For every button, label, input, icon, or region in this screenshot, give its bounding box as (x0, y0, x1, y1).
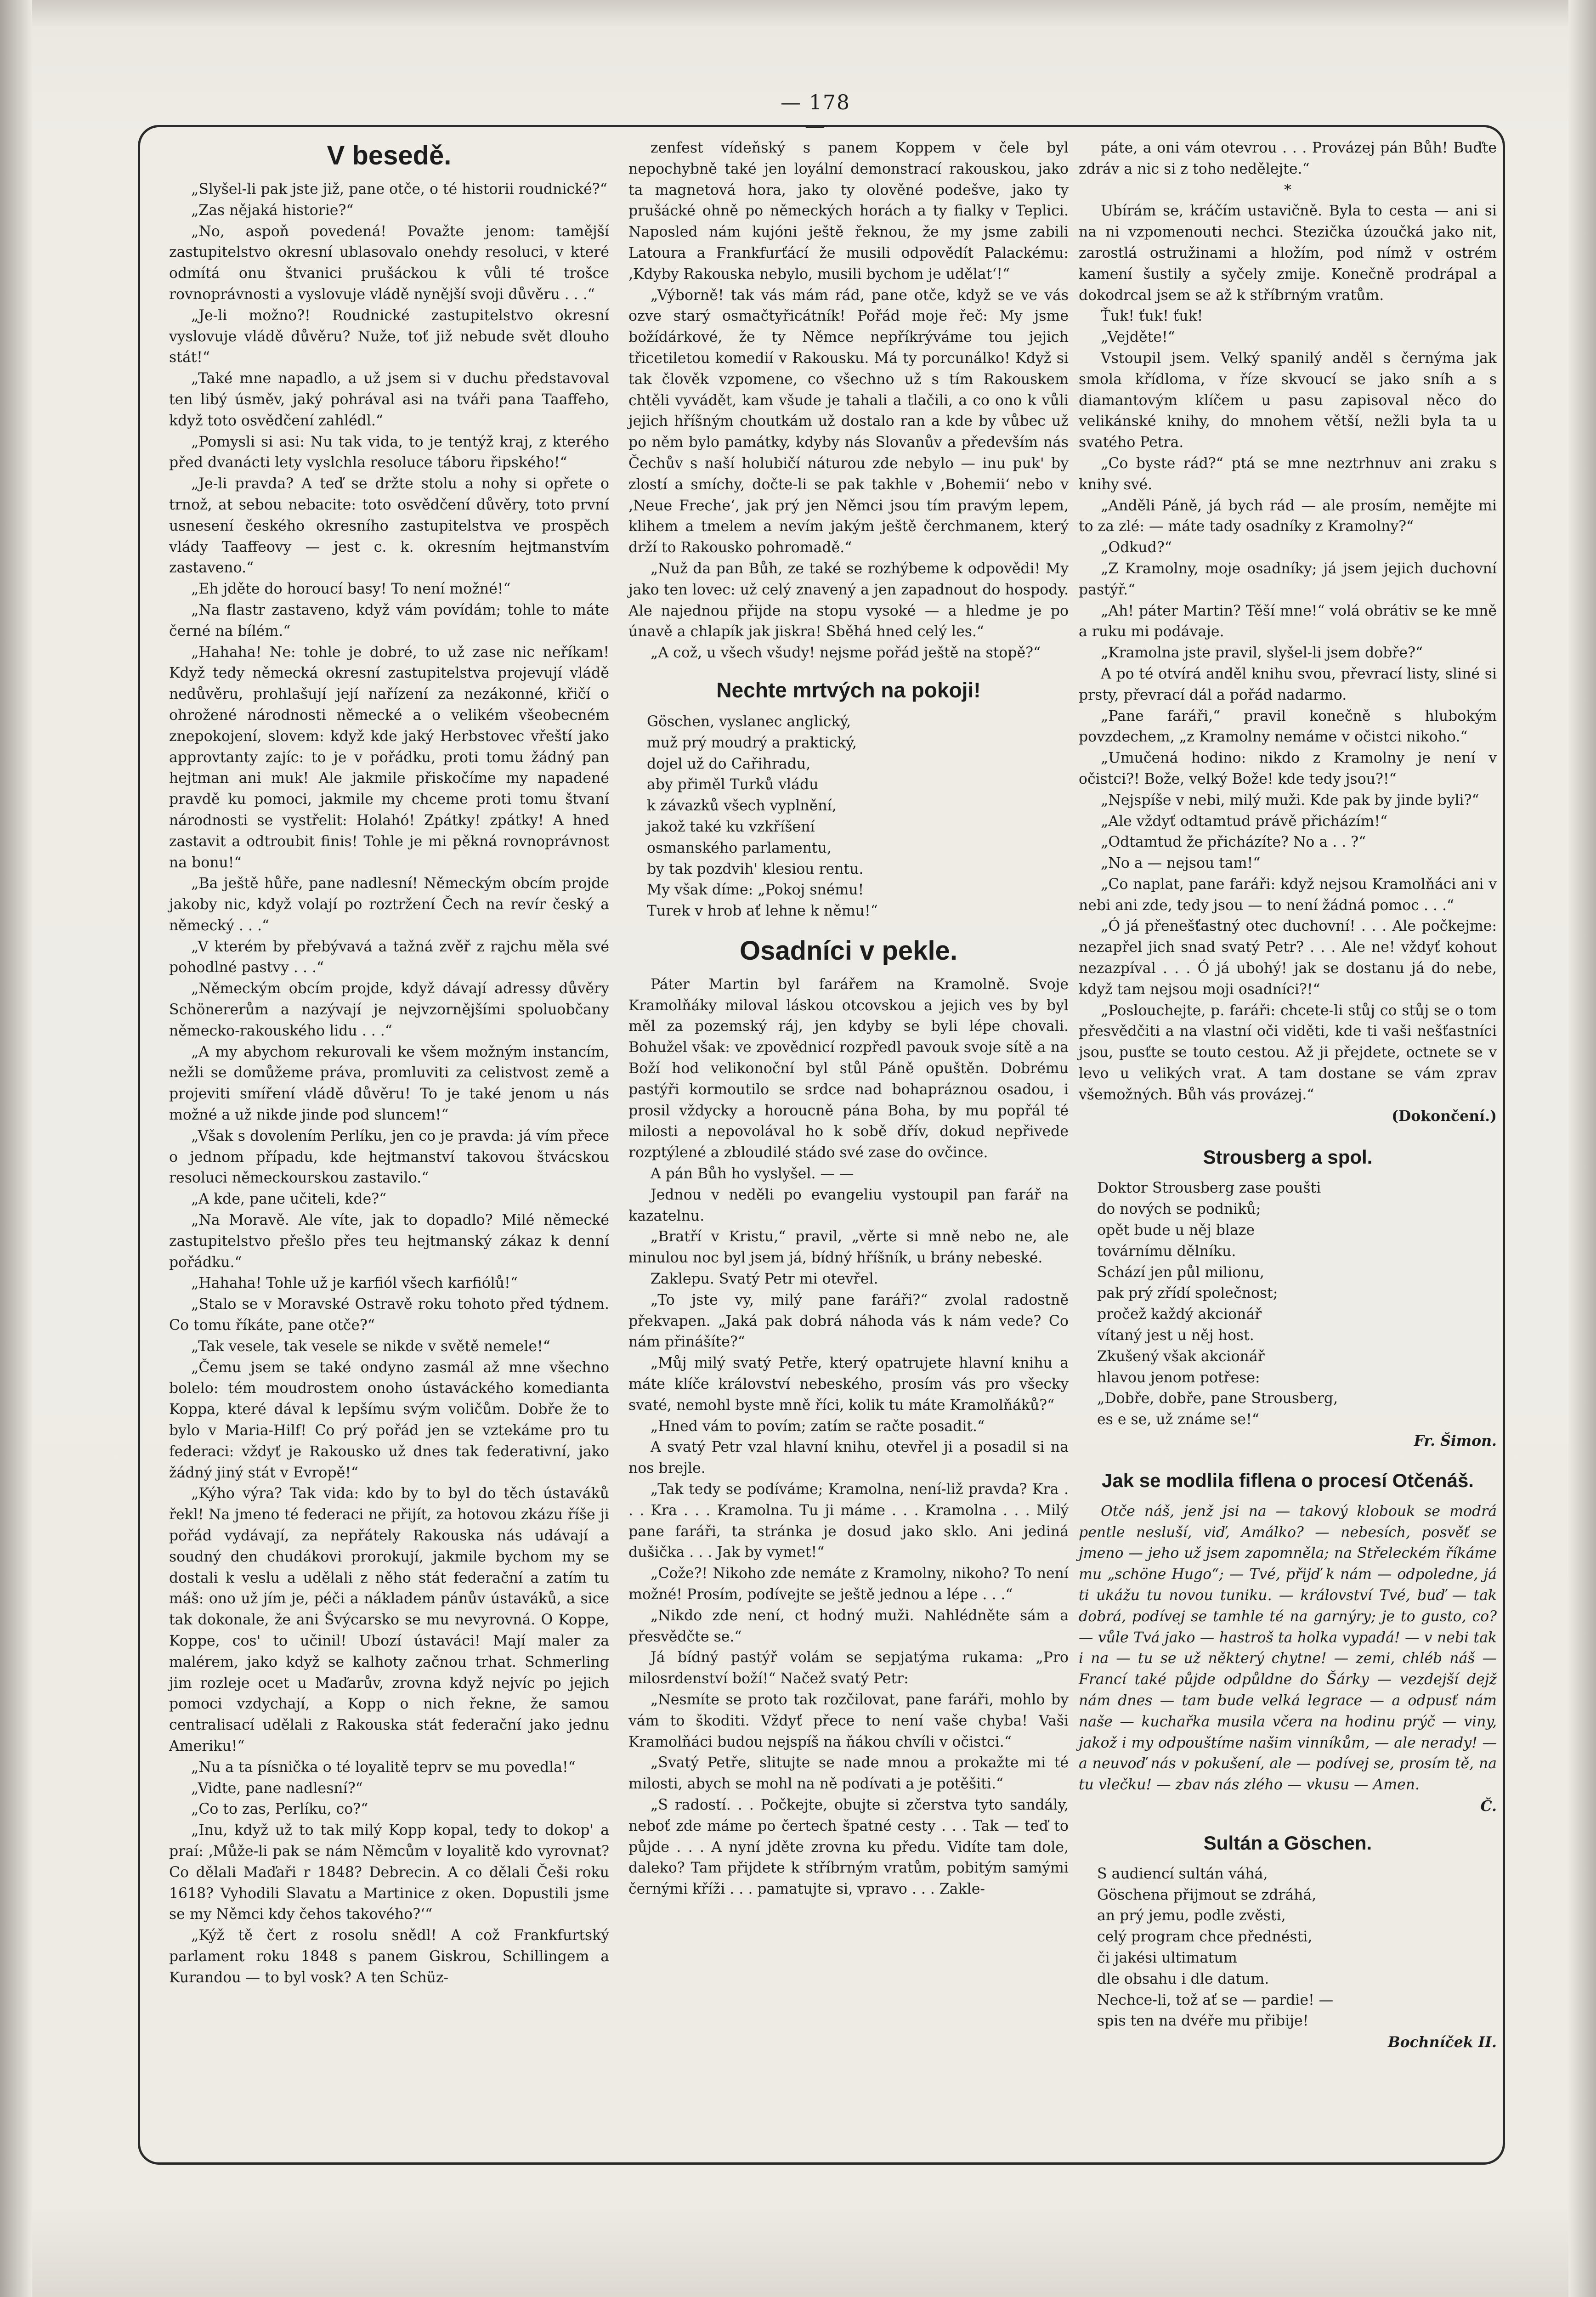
paragraph: Ubírám se, kráčím ustavičně. Byla to cesta — ani si na ni vzpomenouti nechci. Stezička úzoučká jako nit, zarostlá ostružinami a hložím, pod nímž v ostrém kamení šustily a syčely zmije. Konečně prodrápal a dokodrcal jsem se až k stříbrným vratům. (1079, 203, 1497, 304)
paragraph: * (1284, 181, 1291, 198)
poem-line: opět bude u něj blaze (1097, 1222, 1255, 1239)
paragraph: „Kýž tě čert z rosolu snědl! A což Frankfurtský parlament roku 1848 s panem Giskrou, Schillingem a Kurandou — to byl vosk? A ten Schüz- (169, 1927, 609, 1986)
paragraph: „A což, u všech všudy! nejsme pořád ještě na stopě?“ (651, 645, 1041, 662)
prayer-text: Otče náš, jenž jsi na — takový klobouk se modrá pentle nesluší, viď, Amálko? — nebesích, posvěť se jmeno — jeho už jsem zapomněla; na Střeleckém říkáme mu „schöne Hugo“; — Tvé, přijď k nám — odpoledne, já ti ukážu tu novou tuniku. — království Tvé, buď — tak dobrá, podívej se tamhle té na garnýry; je to gusto, co? — vůle Tvá jako — hastroš ta holka vypadá! — v nebi tak i na — tu se už některý chytne! — zemi, chléb náš — Francí také půjde odpůldne do Šárky — vezdejší dejž nám dnes — tam bude velká legrace — a odpusť nám naše — kuchařka musila včera na hodinu prýč — viny, jakož i my odpouštíme našim vinníkům, — ale nerady! — a neuvoď nás v pokušení, ale — podívej se, prosím tě, na tu vlečku! — zbav nás zlého — vkusu — Amen. (1079, 1503, 1497, 1793)
poem-signature-bochnicek: Bochníček II. (1387, 2034, 1497, 2051)
poem-line: aby přiměl Turků vládu (647, 776, 819, 793)
poem-title-sultan: Sultán a Göschen. (1203, 1832, 1372, 1854)
poem-line: es e se, už známe se!“ (1097, 1411, 1259, 1428)
continued-note: (Dokončení.) (1392, 1107, 1497, 1125)
paragraph: „Anděli Páně, já bych rád — ale prosím, nemějte mi to za zlé: — máte tady osadníky z Kramolny?“ (1079, 497, 1497, 535)
paragraph: A po té otvírá anděl knihu svou, převrací listy, sliné si prsty, převrací dál a pořád nadarmo. (1079, 665, 1497, 703)
paragraph: „Ale vždyť odtamtud právě přicházím!“ (1101, 813, 1388, 830)
paragraph: „Výborně! tak vás mám rád, pane otče, když se ve vás ozve starý osmačtyřicátník! Pořád moje řeč: My jsme božídárkové, že ty Němce nepříkrýváme tou jejich třicetiletou komedií v Rakousku. Má ty porcunálko! Když si tak člověk vzpomene, co všechno už s tím Rakouskem chtěli vyvádět, kam všude je tahali a tlačili, a co ono k vůli jejich hříšným choutkám už dostalo ran a kde by vůbec už po něm bylo památky, kdyby nás Slovanův a především nás Čechův s naší holubičí náturou zde nebylo — inu puk' by zlostí a smíchy, dočte-li se pak takhle v ‚Bohemii‘ nebo v ‚Neue Freche‘, jak prý jen Němci jsou tím pravým lepem, klihem a tmelem a nevím jakým ještě čerchmanem, který drží to Rakousko pohromadě.“ (628, 287, 1069, 556)
poem-line: muž prý moudrý a praktický, (647, 734, 857, 751)
paragraph: „No, aspoň povedená! Považte jenom: tamější zastupitelstvo okresní ublasovalo onehdy resoluci, v které odmítá onu štvanici prušáckou k vůli té trošce rovnoprávnosti a vyslovuje vládě nynější svoji důvěru . . .“ (169, 223, 609, 303)
paragraph: „Bratří v Kristu,“ pravil, „věrte si mně nebo ne, ale minulou noc byl jsem já, bídný hříšník, u brány nebeské. (628, 1228, 1069, 1267)
poem-line: či jakési ultimatum (1097, 1949, 1237, 1966)
paragraph: Páter Martin byl farářem na Kramolně. Svoje Kramolňáky miloval láskou otcovskou a jejich ves by byl měl za pozemský ráj, jen kdyby se byli lépe chovali. Bohužel však: ve zpovědnicí rozpředl pavouk svoje sítě a na Boží hod velikonoční byl stůl Páně opuštěn. Dobrému pastýři kormoutilo se srdce nad bohapráznou osadou, i prosil vždycky a horoucně pána Boha, by mu popřál té milosti a nepovolával ho k sobě dřív, dokud nepřivede rozptýlené a zbloudilé stádo své zase do ovčince. (628, 976, 1069, 1161)
paragraph: „Na Moravě. Ale víte, jak to dopadlo? Milé německé zastupitelstvo přešlo přes teu hejtmanský zákaz k denní pořádku.“ (169, 1212, 609, 1271)
poem-line: Göschen, vyslanec anglický, (647, 713, 851, 730)
poem-line: továrnímu dělníku. (1097, 1243, 1236, 1260)
poem-nechte-mrtvych (647, 712, 1069, 922)
paragraph: „Svatý Petře, slitujte se nade mnou a prokažte mi té milosti, abych se mohl na ně podívati a je potěšiti.“ (628, 1754, 1069, 1793)
paragraph: „S radostí. . . Počkejte, obujte si zčerstva tyto sandály, neboť zde máme po čertech špatné cesty . . . Tak — teď to půjde . . . A nyní jděte zrovna ku předu. Vidíte tam dole, daleko? Tam přijdete k stříbrným vratům, pobitým samými černými kříži . . . pamatujte si, vpravo . . . Zakle- (628, 1796, 1069, 1898)
poem-line: Nechce-li, tož ať se — pardie! — (1097, 1991, 1334, 2008)
paragraph: Já bídný pastýř volám se sepjatýma rukama: „Pro milosrdenství boží!“ Načež svatý Petr: (628, 1649, 1069, 1687)
poem-line: dle obsahu i dle datum. (1097, 1970, 1269, 1987)
paragraph: „Pomysli si asi: Nu tak vida, to je tentýž kraj, z kterého před dvanácti lety vyslchla resoluce táboru řipského!“ (169, 433, 609, 471)
paragraph: Zaklepu. Svatý Petr mi otevřel. (651, 1271, 878, 1288)
paragraph: „Ah! páter Martin? Těší mne!“ volá obrátiv se ke mně a ruku mi podávaje. (1079, 602, 1497, 640)
poem-line: „Dobře, dobře, pane Strousberg, (1097, 1390, 1338, 1407)
poem-strousberg (1097, 1178, 1497, 1431)
paragraph: „Můj milý svatý Petře, který opatrujete hlavní knihu a máte klíče království nebeského, prosím vás pro všecky svaté, nemohl byste mně říci, kolik tu máte Kramolňáků?“ (628, 1355, 1069, 1414)
story-title-osadnici: Osadníci v pekle. (740, 935, 957, 966)
prayer-title: Jak se modlila fiflena o procesí Otčenáš. (1102, 1469, 1474, 1491)
poem-line: celý program chce přednésti, (1097, 1929, 1313, 1946)
poem-line: vítaný jest u něj host. (1097, 1327, 1254, 1344)
paragraph: „To jste vy, milý pane faráři?“ zvolal radostně překvapen. „Jaká pak dobrá náhoda vás k nám vede? Co nám přinášíte?“ (628, 1291, 1069, 1351)
paragraph: „Umučená hodino: nikdo z Kramolny je není v očistci?! Bože, velký Bože! kde tedy jsou?!“ (1079, 750, 1497, 787)
poem-line: an prý jemu, podle zvěsti, (1097, 1907, 1286, 1924)
poem-sultan-goschen (1097, 1864, 1497, 2032)
paragraph: „Odkud?“ (1101, 539, 1172, 556)
paragraph: „Je-li pravda? A teď se držte stolu a nohy si opřete o trnož, at sebou nebacite: toto osvědčení důvěry, toto první usnesení českého okresního zastupitelstva ve prospěch vlády Taaffeovy — jest c. k. okresním hejtmanstvím zastaveno.“ (169, 475, 609, 577)
paragraph: páte, a oni vám otevrou . . . Provázej pán Bůh! Buďte zdráv a nic si z toho nedělejte.“ (1079, 140, 1497, 177)
column-left (169, 138, 609, 1989)
poem-line: spis ten na dvéře mu přibije! (1097, 2013, 1309, 2030)
poem-line: pak prý zřídí společnost; (1097, 1285, 1278, 1302)
paragraph: „Co byste rád?“ ptá se mne neztrhnuv ani zraku s knihy své. (1079, 455, 1497, 493)
paragraph: „Co naplat, pane faráři: když nejsou Kramolňáci ani v nebi ani zde, tedy jsou — to není žádná pomoc . . .“ (1079, 876, 1497, 914)
article-title-v-besede: V besedě. (327, 141, 452, 170)
dialogue-paragraphs (169, 179, 609, 1989)
paragraph: „Tak vesele, tak vesele se nikde v světě nemele!“ (191, 1338, 550, 1355)
paragraph: „Stalo se v Moravské Ostravě roku tohoto před týdnem. Co tomu říkáte, pane otče?“ (169, 1296, 609, 1334)
poem-line: k závazků všech vyplnění, (647, 798, 837, 815)
poem-line: by tak pozdvih' klesiou rentu. (647, 860, 864, 877)
paragraph: „Nesmíte se proto tak rozčilovat, pane faráři, mohlo by vám to škoditi. Vždyť přece to není vaše chyba! Vaši Kramolňáci budou nejspíš na ňákou chvíli v očistci.“ (628, 1691, 1069, 1750)
poem-title-strousberg: Strousberg a spol. (1203, 1146, 1373, 1168)
paragraph: „Kýho výra? Tak vida: kdo by to byl do těch ústaváků řekl! Na jmeno té federaci ne přijít, za hotovou zkázu říše ji pořád vydávají, za nepřátely Rakouska nás udávají a soudný den chudákovi prorokují, jakmile bychom my se dostali k veslu a udělali z něho stát federační a zatím tu máš: ono už jím je, péči a nákladem pánův ústaváků, a sice tak dokonale, že ani Švýcarsko se mu nevyrovná. O Koppe, Koppe, cos' to učinil! Ubozí ústaváci! Mají maler za malérem, jako když se kalhoty začnou trhat. Schmerling jim rozleje ocet u Maďarův, zrovna když nejvíc po jejich pomoci vzdychají, a Kopp o nich řekne, že samou centralisací udělali z Rakouska stát federační jako jednu Ameriku!“ (169, 1485, 609, 1754)
poem-line: Turek v hrob ať lehne k němu!“ (647, 903, 878, 920)
paragraph: „A my abychom rekurovali ke všem možným instancím, nežli se domůžeme práva, promluviti za celistvost země a projeviti smíření vládě důvěru! To je také jenom u nás možné a už nikde jinde pod sluncem!“ (169, 1043, 609, 1124)
paragraph: „Slyšel-li pak jste již, pane otče, o té historii roudnické?“ (191, 181, 607, 198)
paragraph: „Hahaha! Tohle už je karfiól všech karfiólů!“ (191, 1275, 518, 1292)
paragraph: „Nuž da pan Bůh, ze také se rozhýbeme k odpovědi! My jako ten lovec: už celý znavený a jen zapadnout do hospody. Ale najednou přijde na stopu vysoké — a hledme je po únavě a chlapík jak jiskra! Sběhá hned celý les.“ (628, 560, 1069, 640)
column-right (1079, 138, 1497, 2053)
paragraph: Jednou v neděli po evangeliu vystoupil pan farář na kazatelnu. (628, 1186, 1069, 1224)
paragraph: „Ba ještě hůře, pane nadlesní! Německým obcím projde jakoby nic, když volají po roztržení Čech na revír český a německý . . .“ (169, 875, 609, 934)
paragraph: „Co to zas, Perlíku, co?“ (191, 1801, 368, 1818)
paragraph: „Na flastr zastaveno, když vám povídám; tohle to máte černé na bílém.“ (169, 601, 609, 639)
paragraph: A pán Bůh ho vyslyšel. — — (651, 1165, 854, 1182)
poem-line: osmanského parlamentu, (647, 839, 832, 856)
story-continuation (1079, 138, 1497, 1106)
poem-line: pročež každý akcionář (1097, 1306, 1262, 1323)
poem-line: hlavou jenom potřese: (1097, 1369, 1260, 1386)
paragraph: A svatý Petr vzal hlavní knihu, otevřel ji a posadil si na nos brejle. (628, 1439, 1069, 1477)
poem-title-nechte-mrtvych: Nechte mrtvých na pokoji! (716, 678, 981, 702)
paragraph: „Hned vám to povím; zatím se račte posadit.“ (651, 1418, 985, 1435)
paragraph: „Nu a ta písnička o té loyalitě teprv se mu povedla!“ (191, 1759, 576, 1776)
prayer-signature: Č. (1480, 1797, 1497, 1815)
poem-line: My však díme: „Pokoj snému! (647, 882, 864, 899)
page-number: — 178 — (781, 91, 850, 138)
paragraph: Vstoupil jsem. Velký spanilý anděl s černýma jak smola křídloma, v říze skvoucí se jako sníh a s diamantovým klíčem u pasu zapisoval něco do velikánské knihy, do mnohem větší, nežli byla ta u svatého Petra. (1079, 350, 1497, 451)
paragraph: „Kramolna jste pravil, slyšel-li jsem dobře?“ (1101, 645, 1423, 662)
paragraph: „Vidte, pane nadlesní?“ (191, 1780, 363, 1797)
story-paragraphs (628, 974, 1069, 1900)
paragraph: „Však s dovolením Perlíku, jen co je pravda: já vím přece o jednom případu, kde hejtmanství takovou štvácskou resoluci německourskou zastavilo.“ (169, 1127, 609, 1187)
poem-signature-simon: Fr. Šimon. (1414, 1432, 1497, 1450)
paragraph: „Z Kramolny, moje osadníky; já jsem jejich duchovní pastýř.“ (1079, 560, 1497, 598)
paragraph: „Nejspíše v nebi, milý muži. Kde pak by jinde byli?“ (1101, 792, 1479, 809)
paragraph: „Poslouchejte, p. faráři: chcete-li stůj co stůj se o tom přesvědčiti a na vlastní oči viděti, kde ti vaši nešťastníci jsou, pusťte se touto cestou. Až ji přejdete, octnete se v levo u velikých vrat. A tam dostane se vám zprav všemožných. Bůh vás provázej.“ (1079, 1002, 1497, 1103)
paragraph: „Vejděte!“ (1101, 329, 1175, 346)
paragraph: „Tak tedy se podíváme; Kramolna, není-liž pravda? Kra . . . Kra . . . Kramolna. Tu ji máme . . . Kramolna . . . Milý pane faráři, ta stránka je dosud jako sklo. Ani jediná dušička . . . Jak by vymet!“ (628, 1481, 1069, 1561)
paragraph: zenfest vídeňský s panem Koppem v čele byl nepochybně také jen loyální demonstrací rakouskou, jako ta magnetová hora, jako ty olověné podešve, jako ty prušácké ohně po německých horách a ty fialky v Teplici. Naposled nám kujóni ještě řeknou, že my jsme zabili Latoura a Frankfurťácí že musili odpovědít Palackému: ‚Kdyby Rakouska nebylo, musili bychom je udělat‘!“ (628, 140, 1069, 283)
paragraph: „Pane faráři,“ pravil konečně s hlubokým povzdechem, „z Kramolny nemáme v očistci nikoho.“ (1079, 707, 1497, 746)
paragraph: „Hahaha! Ne: tohle je dobré, to už zase nic neříkam! Když tedy německá okresní zastupitelstva projevují vládě nedůvěru, prohlašují její nařízení za nezákonné, křičí o ohrožené národnosti německé a o velikém všeobecném znepokojení, slovem: když kde jaký Herbstovec vřeští jako approvtanty zajíc: to je v pořádku, proti tomu žádný pan hejtman ani muk! Ale jakmile přiskočíme my napadené pravdě ku pomoci, jakmile my chceme proti tomu štvaní národnosti se vystřelit: Holahó! Zpátky! zpátky! A hned zastavit a odtroubit finis! Tohle je mi pěkná rovnoprávnost na bonu!“ (169, 644, 609, 871)
poem-line: Zkušený však akcionář (1097, 1348, 1265, 1365)
paragraph: „Ó já přenešťastný otec duchovní! . . . Ale počkejme: nezapřel jich snad svatý Petr? . . . Ale ne! vždyť kohout nezazpíval . . . Ó já ubohý! jak se dostanu já do nebe, když tam nejsou moji osadníci?!“ (1079, 918, 1497, 998)
poem-line: do nových se podniků; (1097, 1201, 1261, 1218)
paragraph: „A kde, pane učiteli, kde?“ (191, 1191, 387, 1208)
poem-line: Schází jen půl milionu, (1097, 1264, 1264, 1281)
dialogue-continuation (628, 138, 1069, 664)
poem-line: Göschena přijmout se zdráhá, (1097, 1886, 1317, 1903)
paragraph: „Také mne napadlo, a už jsem si v duchu představoval ten libý úsměv, jaký pohrával asi na tváři pana Taaffeho, když toto osvědčení zahlédl.“ (169, 370, 609, 429)
paragraph: „Cože?! Nikoho zde nemáte z Kramolny, nikoho? To není možné! Prosím, podívejte se ještě jednou a lépe . . .“ (628, 1565, 1069, 1603)
paragraph: „Zas nějaká historie?“ (191, 202, 354, 219)
paragraph: „Je-li možno?! Roudnické zastupitelstvo okresní vyslovuje vládě důvěru? Nuže, toť již nebude svět dlouho stát!“ (169, 307, 609, 366)
paragraph: „Eh jděte do horoucí basy! To není možné!“ (191, 581, 511, 598)
scan-edge-right (1568, 0, 1596, 2297)
paragraph: „Nikdo zde není, ct hodný muži. Nahlédněte sám a přesvědčte se.“ (628, 1607, 1069, 1645)
paragraph: „Německým obcím projde, když dávají adressy důvěry Schönererům a nazývají je nejvzornějšími spoluobčany německo-rakouského lidu . . .“ (169, 980, 609, 1039)
poem-line: S audiencí sultán váhá, (1097, 1865, 1268, 1882)
poem-line: dojel už do Cařihradu, (647, 755, 811, 772)
paragraph: „No a — nejsou tam!“ (1101, 855, 1261, 872)
column-middle (628, 138, 1069, 1900)
paragraph: „Inu, když už to tak milý Kopp kopal, tedy to dokop' a praí: ‚Může-li pak se nám Němcům v loyalitě kdo vyrovnat? Co dělali Maďaři r 1848? Debrecin. A co dělali Češi roku 1618? Vyhodili Slavatu a Martinice z oken. Dopustili jsme se my Němci kdy čehos takového?‘“ (169, 1822, 609, 1923)
scan-edge-left (0, 0, 32, 2297)
poem-line: jakož také ku vzkříšení (647, 818, 815, 835)
paragraph: „V kterém by přebývavá a tažná zvěř z rajchu měla své pohodlné pastvy . . .“ (169, 938, 609, 976)
paragraph: „Čemu jsem se také ondyno zasmál až mne všechno bolelo: tém moudrostem onoho ústaváckého komedianta Koppa, které dával k lepšímu svým voličům. Dobře že to bylo v Maria-Hilf! Co prý pořád jen se vztekáme pro tu federaci: vždyť je Rakousko už dnes tak federativní, jako žádný jiný stát v Evropě!“ (169, 1359, 609, 1481)
poem-line: Doktor Strousberg zase poušti (1097, 1180, 1321, 1197)
paragraph: „Odtamtud že přicházíte? No a . . ?“ (1101, 834, 1366, 851)
paragraph: Ťuk! ťuk! ťuk! (1101, 308, 1203, 325)
